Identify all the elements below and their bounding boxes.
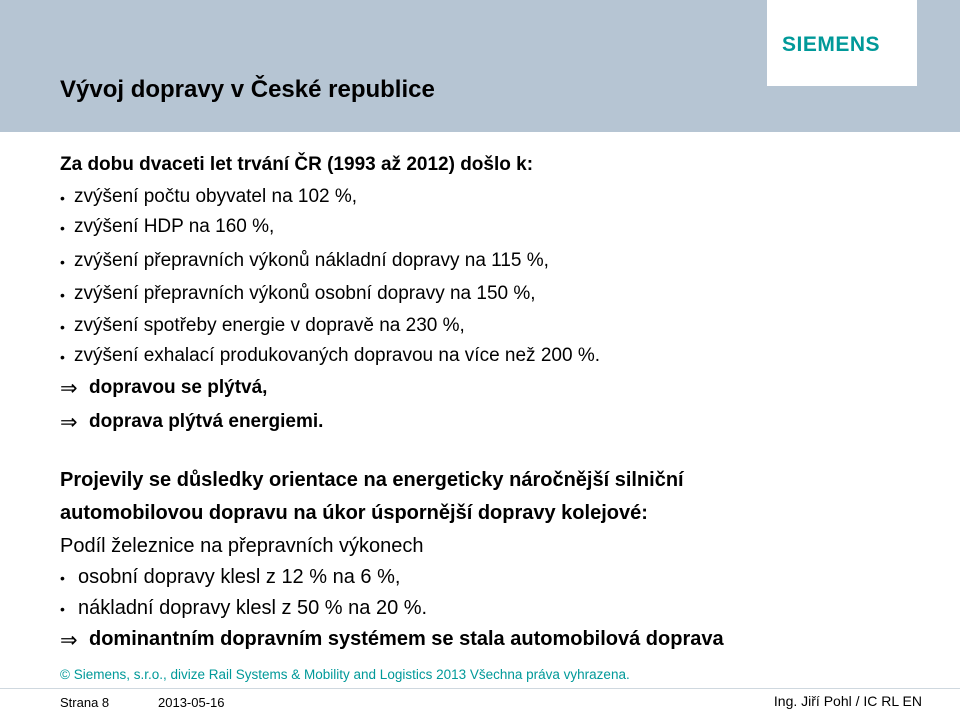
footer-divider [0, 688, 960, 689]
conclusion-item: dominantním dopravním systémem se stala automobilová doprava [89, 628, 724, 650]
bullet-dot-icon: • [60, 287, 65, 303]
slide-date: 2013-05-16 [158, 695, 225, 710]
bullet-dot-icon: • [60, 190, 65, 206]
list-item: osobní dopravy klesl z 12 % na 6 %, [78, 566, 401, 588]
implies-arrow-icon: ⇒ [60, 411, 78, 434]
siemens-logo: SIEMENS [782, 33, 881, 56]
page-number: Strana 8 [60, 695, 110, 710]
slide-title: Vývoj dopravy v České republice [60, 76, 435, 103]
bullet-dot-icon: • [60, 254, 65, 270]
bullet-dot-icon: • [60, 570, 65, 586]
list-item: nákladní dopravy klesl z 50 % na 20 %. [78, 597, 428, 619]
bullet-dot-icon: • [60, 220, 65, 236]
section1-intro: Za dobu dvaceti let trvání ČR (1993 až 2012) došlo k: [60, 154, 534, 175]
section2-subheading: Podíl železnice na přepravních výkonech [60, 535, 424, 557]
list-item: zvýšení spotřeby energie v dopravě na 230 %, [74, 315, 465, 336]
conclusion-item: doprava plýtvá energiemi. [89, 411, 324, 432]
section2-intro-line1: Projevily se důsledky orientace na energeticky náročnější silniční [60, 469, 684, 491]
list-item: zvýšení HDP na 160 %, [74, 216, 275, 237]
implies-arrow-icon: ⇒ [60, 629, 78, 652]
copyright-notice: © Siemens, s.r.o., divize Rail Systems & Mobility and Logistics 2013 Všechna práva vyhrazena. [60, 667, 630, 682]
bullet-dot-icon: • [60, 601, 65, 617]
bullet-dot-icon: • [60, 349, 65, 365]
section2-intro-line2: automobilovou dopravu na úkor úspornější dopravy kolejové: [60, 502, 648, 524]
bullet-dot-icon: • [60, 319, 65, 335]
implies-arrow-icon: ⇒ [60, 377, 78, 400]
list-item: zvýšení počtu obyvatel na 102 %, [74, 186, 358, 207]
conclusion-item: dopravou se plýtvá, [89, 377, 268, 398]
list-item: zvýšení přepravních výkonů osobní dopravy na 150 %, [74, 283, 536, 304]
list-item: zvýšení exhalací produkovaných dopravou na více než 200 %. [74, 345, 600, 366]
author-label: Ing. Jiří Pohl / IC RL EN [773, 693, 922, 709]
list-item: zvýšení přepravních výkonů nákladní dopravy na 115 %, [74, 250, 549, 271]
